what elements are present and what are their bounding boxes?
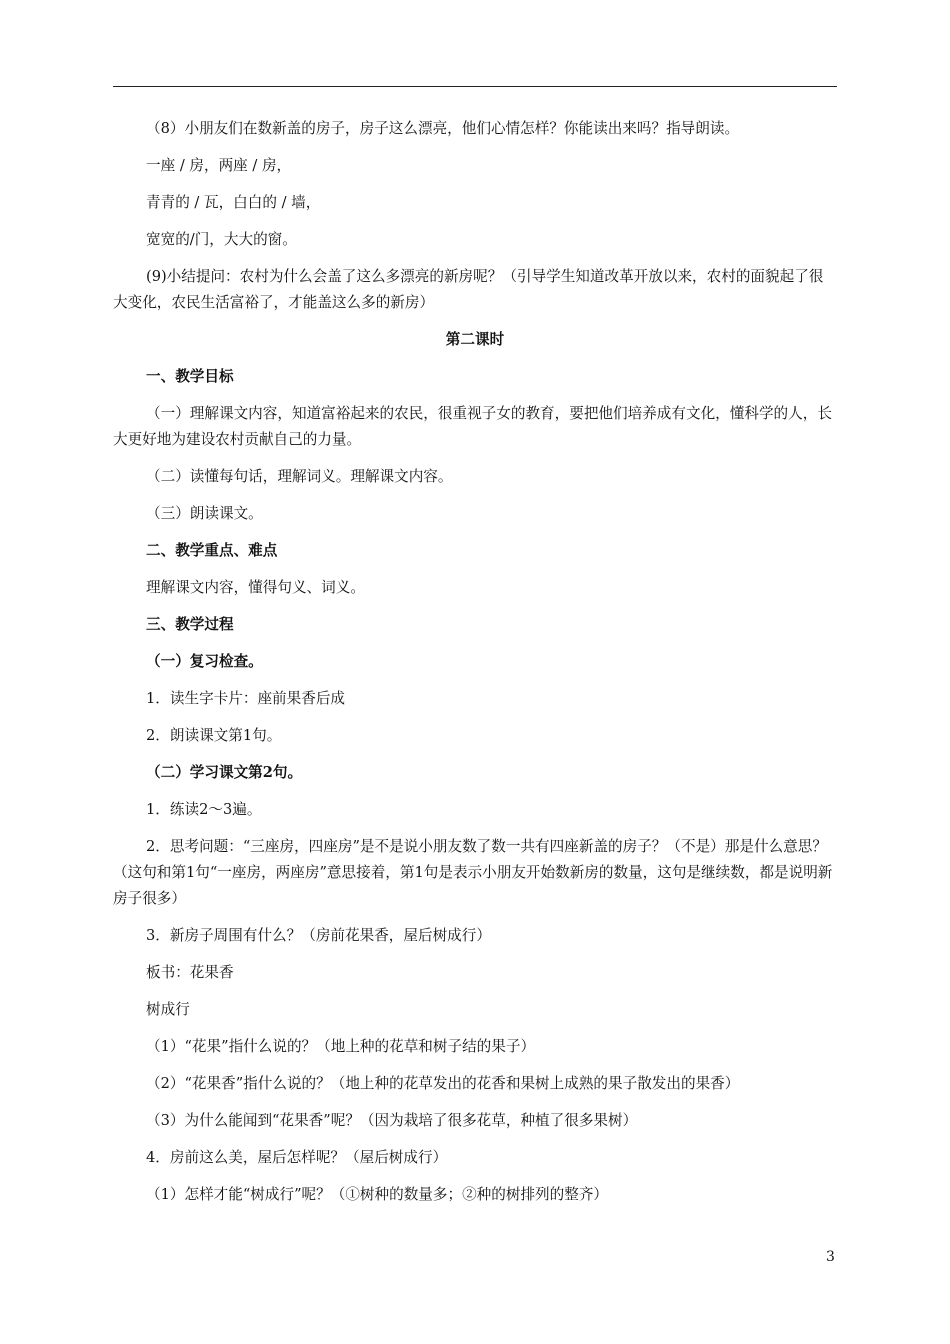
section-heading: 一、教学目标: [146, 368, 234, 385]
paragraph: 1．读生字卡片：座前果香后成: [146, 690, 346, 707]
paragraph: 青青的 / 瓦，白白的 / 墙，: [146, 194, 321, 211]
paragraph: （二）读懂每句话，理解词义。理解课文内容。: [146, 468, 453, 485]
paragraph: 2．朗读课文第1句。: [146, 727, 282, 744]
paragraph: (9)小结提问：农村为什么会盖了这么多漂亮的新房呢？（引导学生知道改革开放以来，农村的面貌起了很大变化，农民生活富裕了，才能盖这么多的新房）: [113, 268, 824, 311]
paragraph: （2）“花果香”指什么说的？（地上种的花草发出的花香和果树上成熟的果子散发出的果香）: [146, 1075, 740, 1092]
page-number: 3: [826, 1249, 835, 1265]
paragraph: 1．练读2～3遍。: [146, 801, 262, 818]
section-heading: 三、教学过程: [146, 616, 234, 633]
section-heading: 二、教学重点、难点: [146, 542, 278, 559]
subsection-heading: （一）复习检查。: [146, 653, 263, 670]
paragraph: （1）怎样才能“树成行”呢？（①树种的数量多；②种的树排列的整齐）: [146, 1186, 609, 1203]
paragraph: 宽宽的/门，大大的窗。: [146, 231, 297, 248]
paragraph: 树成行: [146, 1001, 190, 1018]
paragraph: （8）小朋友们在数新盖的房子，房子这么漂亮，他们心情怎样？你能读出来吗？指导朗读。: [146, 120, 740, 137]
paragraph: 3．新房子周围有什么？（房前花果香，屋后树成行）: [146, 927, 491, 944]
paragraph: 一座 / 房，两座 / 房，: [146, 157, 292, 174]
paragraph: （三）朗读课文。: [146, 505, 263, 522]
paragraph: 4．房前这么美，屋后怎样呢？（屋后树成行）: [146, 1149, 448, 1166]
paragraph: （一）理解课文内容，知道富裕起来的农民，很重视子女的教育，要把他们培养成有文化，懂科学的人，长大更好地为建设农村贡献自己的力量。: [113, 405, 832, 448]
header-rule: [113, 86, 837, 87]
paragraph: （3）为什么能闻到“花果香”呢？（因为栽培了很多花草，种植了很多果树）: [146, 1112, 638, 1129]
paragraph: 板书：花果香: [146, 964, 234, 981]
paragraph: （1）“花果”指什么说的？（地上种的花草和树子结的果子）: [146, 1038, 536, 1055]
subsection-heading: （二）学习课文第2句。: [146, 764, 303, 781]
lesson-title: 第二课时: [445, 331, 505, 348]
paragraph: 2．思考问题：“三座房，四座房”是不是说小朋友数了数一共有四座新盖的房子？（不是）那是什么意思？（这句和第1句“一座房，两座房”意思接着，第1句是表示小朋友开始数新房的数量，这句是继续数，都是说明新房子很多）: [113, 838, 833, 907]
document-body: [113, 116, 837, 1219]
paragraph: 理解课文内容，懂得句义、词义。: [146, 579, 365, 596]
